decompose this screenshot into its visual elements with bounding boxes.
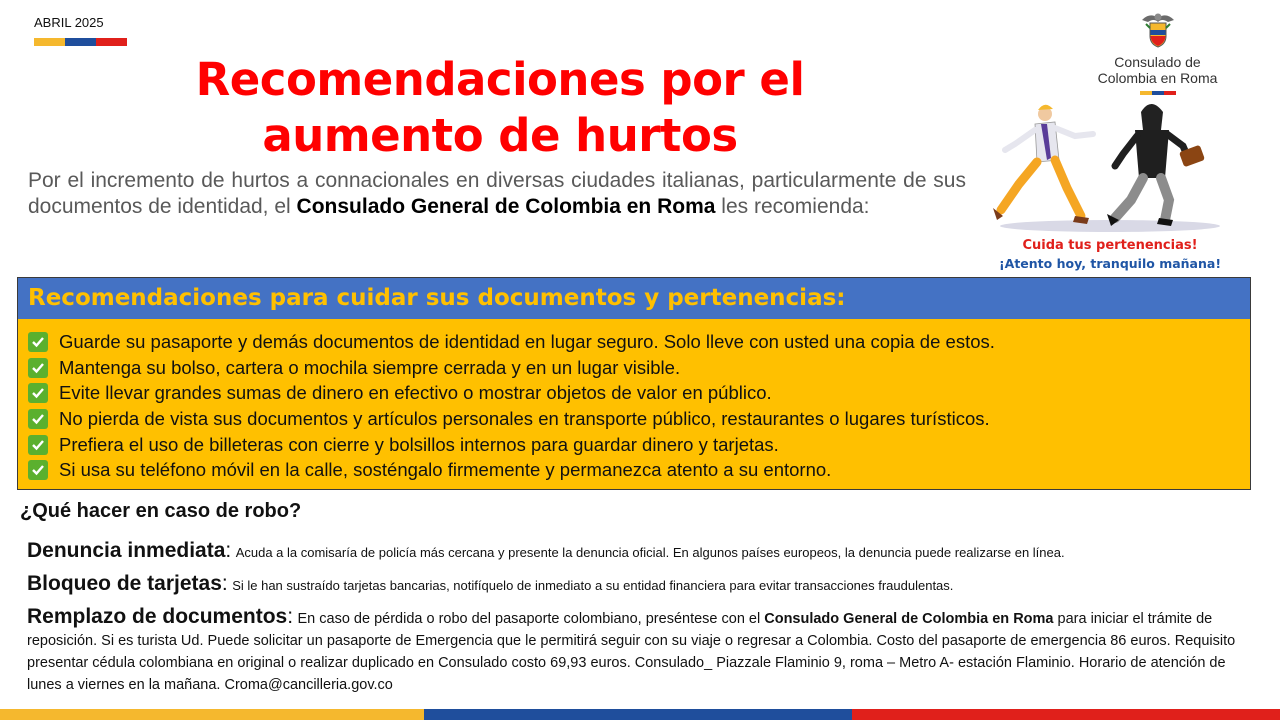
recommendations-header	[18, 278, 1250, 319]
denuncia-label: Denuncia inmediata	[27, 539, 226, 562]
bloqueo-text: Si le han sustraído tarjetas bancarias, notifíquelo de inmediato a su entidad financiera para evitar transacciones fraudulentas.	[232, 578, 954, 593]
denuncia-text: Acuda a la comisaría de policía más cercana y presente la denuncia oficial. En algunos países europeos, la denuncia puede realizarse en línea.	[235, 545, 1065, 560]
slogan-line-2: ¡Atento hoy, tranquilo mañana!	[998, 256, 1222, 271]
list-item	[28, 329, 1250, 355]
check-icon	[28, 358, 48, 378]
date-label: ABRIL 2025	[34, 15, 104, 30]
list-item-text: Evite llevar grandes sumas de dinero en efectivo o mostrar objetos de valor en público.	[59, 382, 772, 404]
coat-of-arms-icon	[1138, 10, 1178, 50]
list-item	[28, 380, 1250, 406]
check-icon	[28, 332, 48, 352]
remplazo-text-2: para iniciar el trámite de reposición. Si es turista Ud. Puede solicitar un pasaporte de Emergencia que le permitirá seguir con su viaje o regresar a Colombia. Costo del pasaporte de emergencia 86 euros. Requisito presentar cédula colombiana en original o realizar duplicado en Consulado costo 69,93 euros. Consulado_ Piazzale Flaminio 9, roma – Metro A- estación Flaminio. Horario de atención de lunes a viernes en la mañana. Croma@cancilleria.gov.co	[27, 611, 1236, 693]
robbery-question: ¿Qué hacer en caso de robo?	[20, 500, 302, 522]
page-title	[130, 52, 870, 164]
list-item	[28, 406, 1250, 432]
slogan-line-1: Cuida tus pertenencias!	[1022, 238, 1198, 253]
remplazo-colon: :	[287, 605, 294, 628]
check-icon	[28, 460, 48, 480]
bloqueo-section	[27, 572, 1252, 596]
intro-text-1: Por el incremento de hurtos a connacionales en diversas ciudades italianas, particularmente de sus documentos de identidad, el	[28, 169, 966, 218]
list-item-text: Si usa su teléfono móvil en la calle, sosténgalo firmemente y permanezca atento a su entorno.	[59, 459, 832, 481]
consulate-name	[1080, 54, 1235, 86]
recommendations-heading: Recomendaciones para cuidar sus documentos y pertenencias:	[28, 285, 846, 311]
logo-line-1: Consulado de	[1114, 54, 1201, 70]
list-item	[28, 457, 1250, 483]
check-icon	[28, 383, 48, 403]
denuncia-section	[27, 539, 1252, 563]
bloqueo-label: Bloqueo de tarjetas	[27, 572, 222, 595]
list-item-text: No pierda de vista sus documentos y artículos personales en transporte público, restaurantes o lugares turísticos.	[59, 407, 990, 429]
check-icon	[28, 409, 48, 429]
flag-bar-logo	[1140, 91, 1176, 95]
flag-bar-top	[34, 38, 127, 46]
denuncia-colon: :	[225, 539, 232, 562]
consulate-logo	[1080, 10, 1235, 95]
intro-consulate-name: Consulado General de Colombia en Roma	[296, 195, 716, 218]
remplazo-label: Remplazo de documentos	[27, 605, 288, 628]
recommendations-list	[18, 319, 1250, 483]
list-item	[28, 355, 1250, 381]
list-item-text: Prefiera el uso de billeteras con cierre y bolsillos internos para guardar dinero y tarjetas.	[59, 433, 779, 455]
check-icon	[28, 435, 48, 455]
bloqueo-colon: :	[221, 572, 228, 595]
list-item-text: Guarde su pasaporte y demás documentos de identidad en lugar seguro. Solo lleve con usted una copia de estos.	[59, 330, 995, 352]
remplazo-consulate-name: Consulado General de Colombia en Roma	[764, 611, 1054, 627]
list-item	[28, 432, 1250, 458]
title-line-2: aumento de hurtos	[262, 109, 738, 162]
remplazo-section	[27, 606, 1252, 696]
running-thief-illustration	[975, 100, 1245, 235]
remplazo-text-1: En caso de pérdida o robo del pasaporte colombiano, preséntese con el	[297, 611, 765, 627]
flag-bar-footer	[0, 709, 1280, 720]
intro-paragraph	[28, 168, 966, 220]
slogan	[975, 237, 1245, 273]
intro-text-2: les recomienda:	[715, 195, 870, 218]
title-line-1: Recomendaciones por el	[195, 53, 805, 106]
recommendations-box	[17, 277, 1251, 490]
logo-line-2: Colombia en Roma	[1097, 70, 1218, 86]
list-item-text: Mantenga su bolso, cartera o mochila siempre cerrada y en un lugar visible.	[59, 356, 681, 378]
